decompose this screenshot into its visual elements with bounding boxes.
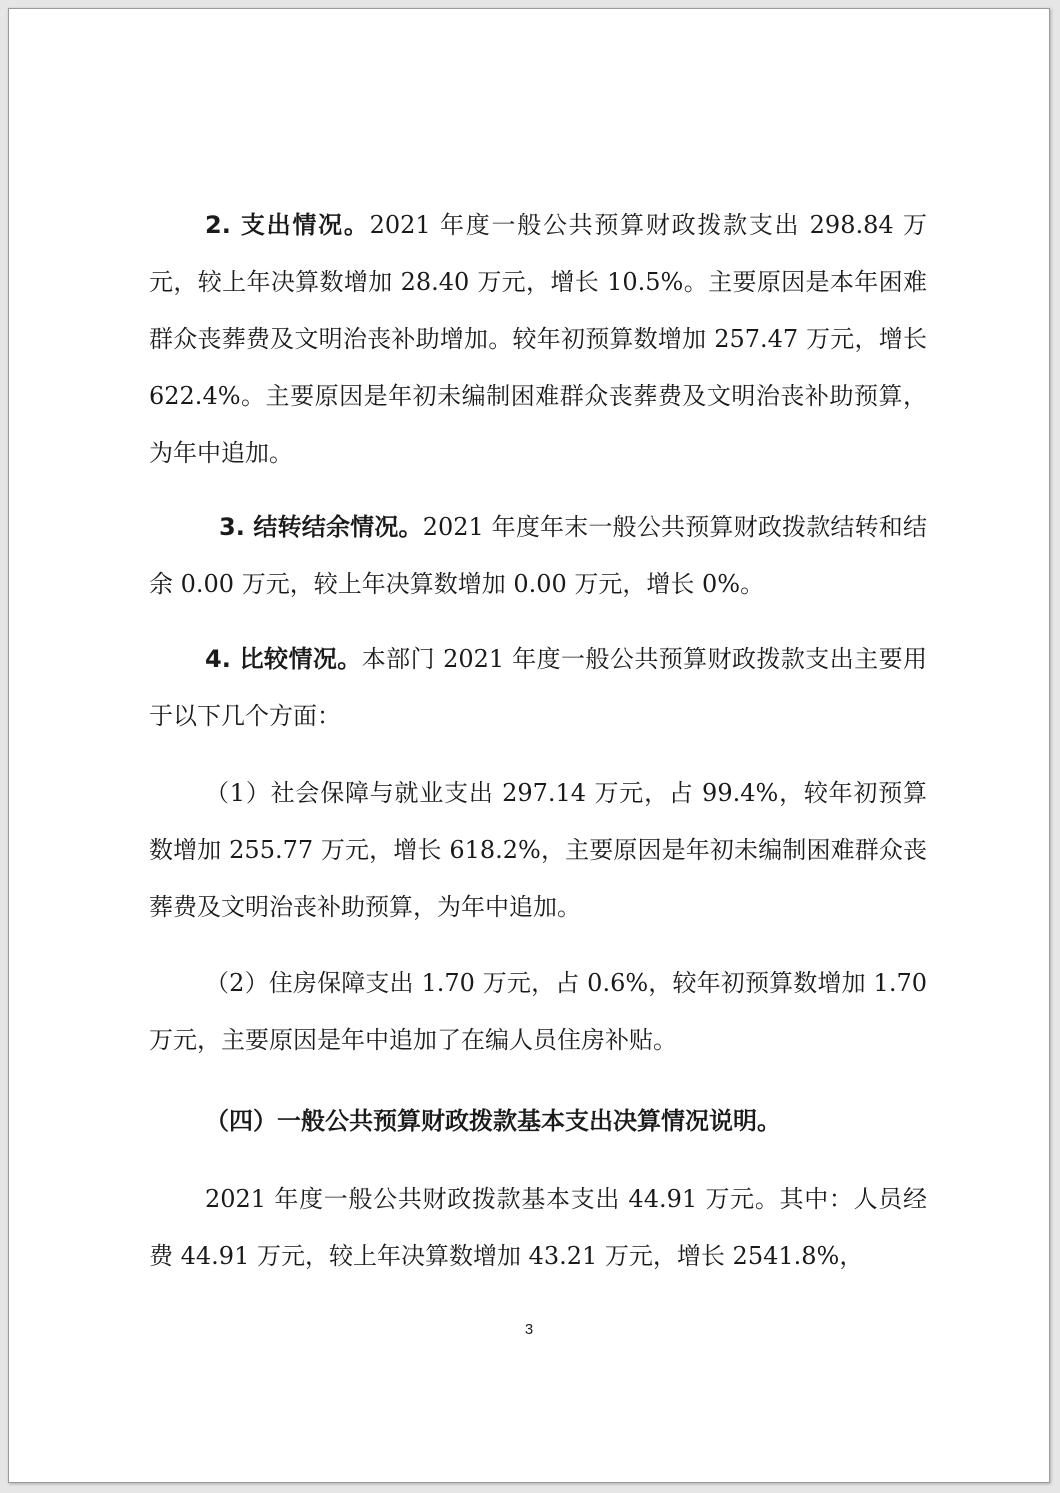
paragraph-body: 本部门 2021 年度一般公共预算财政拨款支出主要用于以下几个方面： bbox=[149, 645, 928, 730]
paragraph-carryover bbox=[149, 499, 927, 613]
paragraph-lead: 3. 结转结余情况。 bbox=[219, 513, 423, 541]
paragraph-lead: 4. 比较情况。 bbox=[205, 645, 362, 673]
list-item-housing: （2）住房保障支出 1.70 万元，占 0.6%，较年初预算数增加 1.70 万元，主要原因是年中追加了在编人员住房补贴。 bbox=[149, 969, 927, 1054]
paragraph-lead: 2. 支出情况。 bbox=[205, 211, 370, 239]
paragraph-basic-expenditure: 2021 年度一般公共财政拨款基本支出 44.91 万元。其中：人员经费 44.91 万元，较上年决算数增加 43.21 万元，增长 2541.8%， bbox=[149, 1185, 927, 1270]
paragraph-body: 2021 年度年末一般公共预算财政拨款结转和结余 0.00 万元，较上年决算数增加 0.00 万元，增长 0%。 bbox=[149, 513, 927, 598]
document-page bbox=[8, 8, 1050, 1483]
page-number: 3 bbox=[524, 1321, 534, 1338]
section-heading: （四）一般公共预算财政拨款基本支出决算情况说明。 bbox=[205, 1107, 781, 1135]
paragraph-body: 2021 年度一般公共预算财政拨款支出 298.84 万元，较上年决算数增加 28.40 万元，增长 10.5%。主要原因是本年困难群众丧葬费及文明治丧补助增加。较年初预算数增加 257.47 万元，增长 622.4%。主要原因是年初未编制困难群众丧葬费及文明治丧补助预算，为年中追加。 bbox=[149, 211, 927, 467]
list-item-social-security: （1）社会保障与就业支出 297.14 万元，占 99.4%，较年初预算数增加 255.77 万元，增长 618.2%，主要原因是年初未编制困难群众丧葬费及文明治丧补助预算，为年中追加。 bbox=[149, 779, 927, 921]
paragraph-comparison bbox=[149, 631, 927, 745]
paragraph-expenditure bbox=[149, 197, 927, 482]
